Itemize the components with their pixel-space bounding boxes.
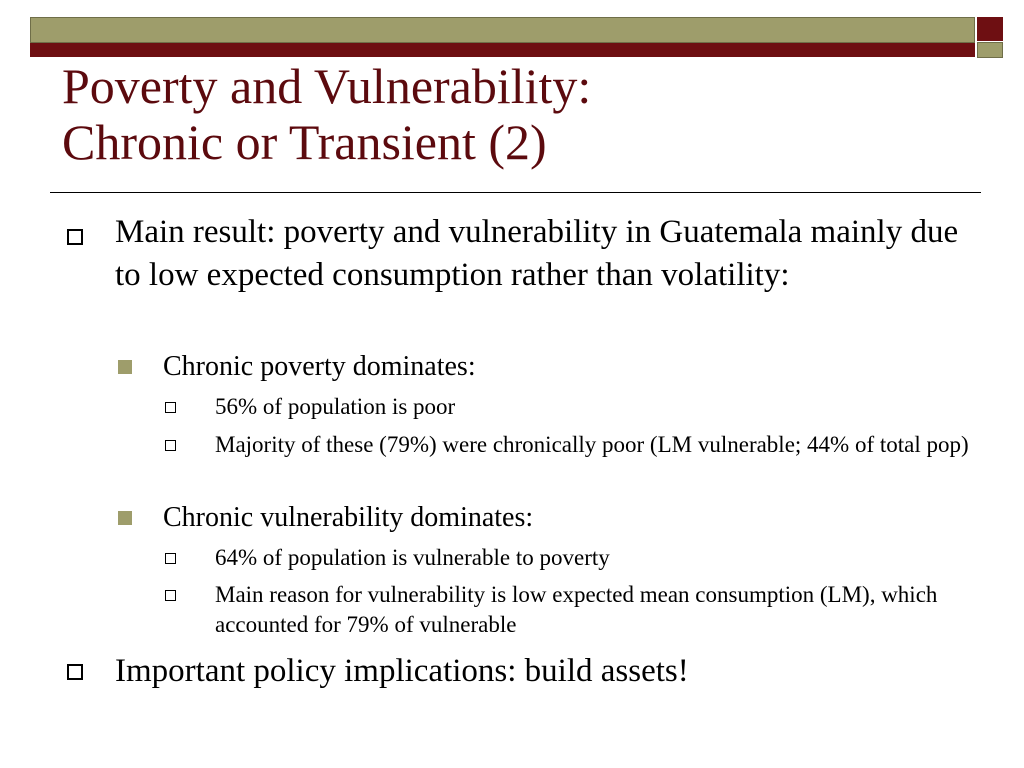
filled-square-bullet-icon [118, 360, 132, 374]
small-hollow-square-bullet-icon [165, 590, 176, 601]
bullet-main-reason: Main reason for vulnerability is low expected mean consumption (LM), which accounted for 79% of vulnerable [215, 582, 938, 637]
bullet-policy: Important policy implications: build assets! [115, 653, 689, 689]
bullet-main-result: Main result: poverty and vulnerability in Guatemala mainly due to low expected consumption rather than volatility: [115, 214, 959, 293]
small-hollow-square-bullet-icon [165, 553, 176, 564]
bullet-chronically-poor: Majority of these (79%) were chronically poor (LM vulnerable; 44% of total pop) [215, 432, 969, 457]
hollow-square-bullet-icon [67, 664, 83, 680]
filled-square-bullet-icon [118, 511, 132, 525]
bullet-chronic-vulnerability: Chronic vulnerability dominates: [163, 502, 534, 533]
bullet-vulnerable-share: 64% of population is vulnerable to poverty [215, 545, 610, 570]
small-hollow-square-bullet-icon [165, 402, 176, 413]
small-hollow-square-bullet-icon [165, 440, 176, 451]
bullet-chronic-poverty: Chronic poverty dominates: [163, 351, 476, 382]
hollow-square-bullet-icon [67, 229, 83, 245]
slide-title-line-2: Chronic or Transient (2) [62, 114, 547, 170]
bullet-poor-share: 56% of population is poor [215, 394, 456, 419]
slide-title-line-1: Poverty and Vulnerability: [62, 58, 592, 114]
